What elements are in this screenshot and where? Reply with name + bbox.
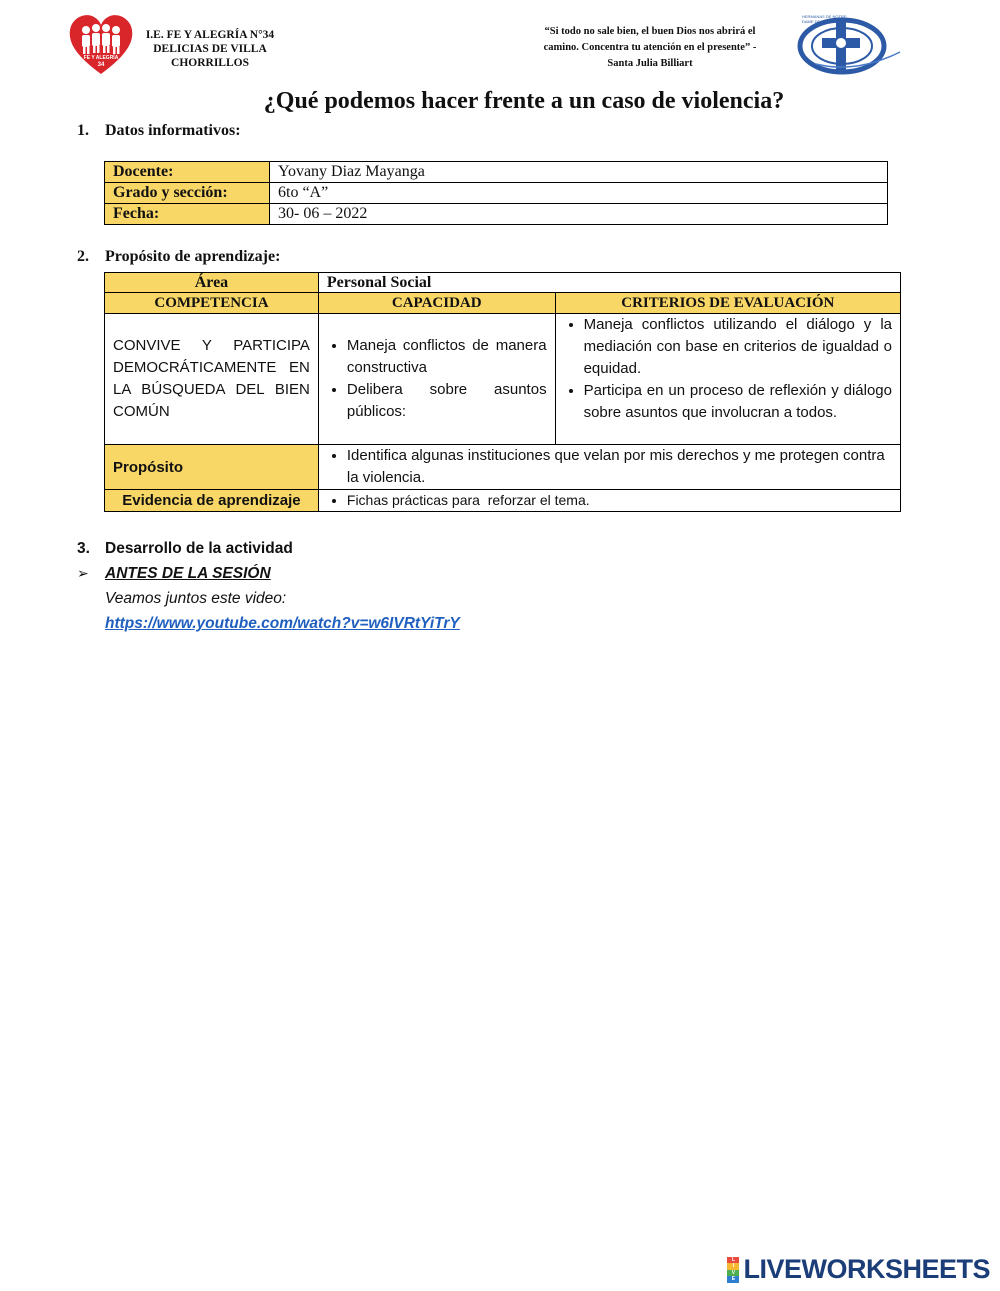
area-value: Personal Social [318,273,900,293]
brand-letter: L [727,1257,739,1264]
table-row [105,490,901,512]
capacidad-item: • Delibera sobre asuntos públicos: [347,379,547,423]
criterio-item: • Participa en un proceso de reflexión y diálogo sobre asuntos que involucran a todos. [584,380,892,424]
brand-name: LIVEWORKSHEETS [743,1254,990,1284]
section-label: Propósito de aprendizaje: [105,248,281,265]
table-row [105,445,901,490]
info-value: 6to “A” [270,183,888,204]
video-link[interactable]: https://www.youtube.com/watch?v=w6IVRtYiTrY [105,615,460,632]
info-value: Yovany Diaz Mayanga [270,162,888,183]
section-label: Datos informativos: [105,122,241,139]
evidencia-label: Evidencia de aprendizaje [105,490,319,512]
criterios-cell [555,314,900,445]
table-row [105,204,888,225]
table-row [105,162,888,183]
arrow-bullet-icon: ➢ [77,565,89,581]
evidencia-cell [318,490,900,512]
area-label: Área [105,273,319,293]
section-number: 2. [77,248,89,265]
table-row [105,183,888,204]
quote-line: “Si todo no sale bien, el buen Dios nos abrirá el [544,26,756,37]
info-label: Fecha: [105,204,270,225]
school-logo-text: FE Y ALEGRÍA [83,55,119,61]
capacidad-item: • Maneja conflictos de manera constructiva [347,335,547,379]
info-value: 30- 06 – 2022 [270,204,888,225]
proposito-label: Propósito [105,445,319,490]
capacidad-cell [318,314,555,445]
section-datos-informativos [77,122,241,140]
column-header: CRITERIOS DE EVALUACIÓN [555,293,900,314]
criterio-item: • Maneja conflictos utilizando el diálogo y la mediación con base en criterios de igualdad o equidad. [584,314,892,380]
activity-instruction: Veamos juntos este video: [105,590,287,607]
info-label: Grado y sección: [105,183,270,204]
header-quote [524,24,776,72]
school-logo-number: 34 [97,62,105,68]
table-row [105,273,901,293]
info-table [104,161,888,225]
school-name-line: CHORRILLOS [171,57,249,69]
purpose-table [104,272,901,512]
section-number: 3. [77,540,90,557]
proposito-cell [318,445,900,490]
evidencia-text: • Fichas prácticas para reforzar el tema. [347,490,892,511]
brand-letter: I [727,1263,739,1270]
table-row [105,293,901,314]
school-logo [68,12,134,76]
activity-bullet [77,565,271,583]
section-label: Desarrollo de la actividad [105,540,293,557]
column-header: CAPACIDAD [318,293,555,314]
page-title: ¿Qué podemos hacer frente a un caso de violencia? [263,88,785,114]
brand-logo-icon [727,1257,739,1283]
liveworksheets-brand [727,1254,990,1285]
quote-line: Santa Julia Billiart [607,58,693,69]
table-row [105,314,901,445]
section-desarrollo [77,540,293,558]
column-header: COMPETENCIA [105,293,319,314]
congregation-logo-text: HERMANAS DE NOTRE DAME DE NAMUR [802,14,847,24]
section-proposito [77,248,280,266]
quote-line: camino. Concentra tu atención en el presente” - [543,42,757,53]
info-label: Docente: [105,162,270,183]
brand-letter: E [727,1276,739,1283]
school-name [140,28,280,70]
school-name-line: DELICIAS DE VILLA [153,43,267,55]
activity-title: ANTES DE LA SESIÓN [105,565,271,582]
section-number: 1. [77,122,89,139]
school-name-line: I.E. FE Y ALEGRÍA N°34 [145,29,275,41]
congregation-logo [796,12,906,76]
competencia-cell: CONVIVE Y PARTICIPA DEMOCRÁTICAMENTE EN LA BÚSQUEDA DEL BIEN COMÚN [105,314,319,445]
brand-letter: V [727,1270,739,1277]
proposito-text: • Identifica algunas instituciones que velan por mis derechos y me protegen contra la violencia. [347,445,892,489]
